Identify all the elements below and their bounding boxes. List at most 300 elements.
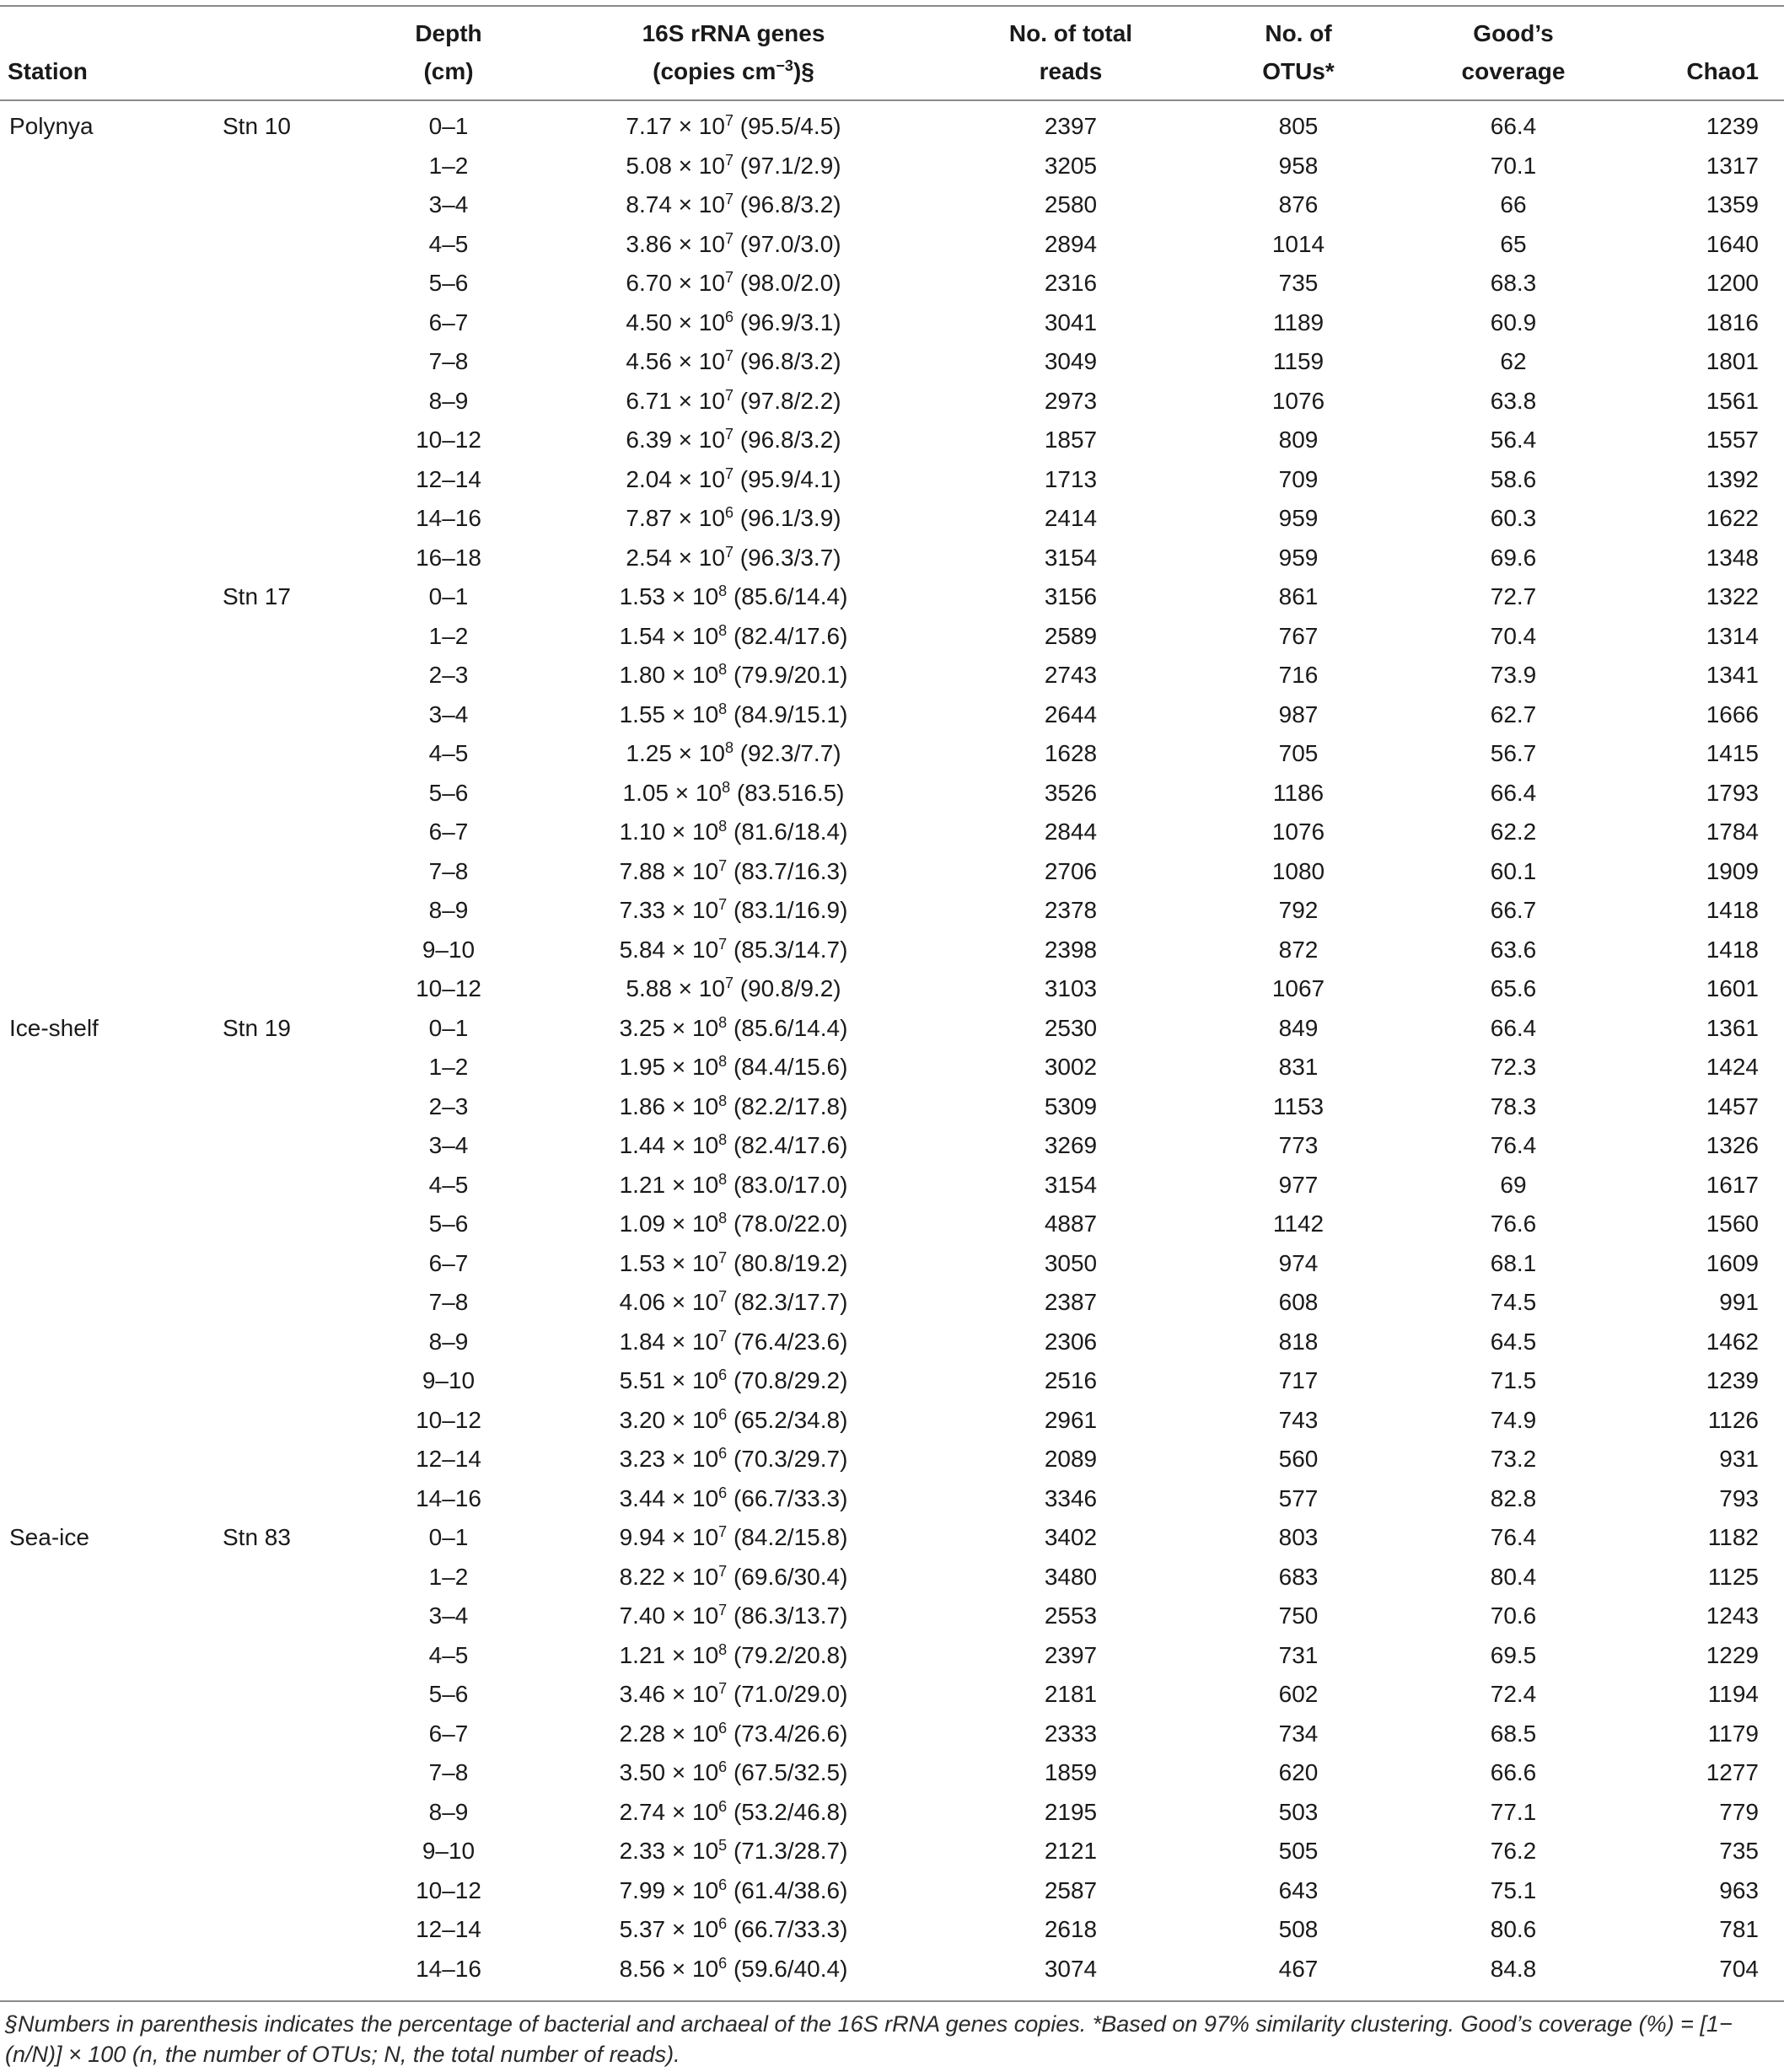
depth-cell: 9–10 bbox=[422, 1838, 476, 1864]
table-row bbox=[0, 931, 1784, 970]
gene-copies-cell: $1.55 \times 10^8$ (84.9/15.1) bbox=[619, 700, 848, 727]
table-row bbox=[0, 1871, 1784, 1911]
gene-copies-cell: $3.23 \times 10^6$ (70.3/29.7) bbox=[619, 1445, 848, 1472]
goods-coverage-cell: 82.8 bbox=[1490, 1484, 1537, 1511]
table-row bbox=[0, 1205, 1784, 1244]
otus-cell: 1159 bbox=[1272, 348, 1325, 374]
table-row bbox=[0, 1832, 1784, 1871]
goods-coverage-cell: 62.2 bbox=[1490, 819, 1537, 845]
top-rule bbox=[0, 5, 1784, 7]
total-reads-cell: 2316 bbox=[1044, 270, 1098, 296]
depth-cell: 10–12 bbox=[416, 1406, 481, 1433]
otus-cell: 1189 bbox=[1272, 309, 1325, 335]
chao1-cell: 1457 bbox=[1706, 1092, 1759, 1119]
chao1-cell: 1557 bbox=[1706, 427, 1759, 453]
goods-coverage-cell: 70.4 bbox=[1490, 622, 1537, 649]
goods-coverage-cell: 65.6 bbox=[1490, 975, 1537, 1001]
otus-cell: 1067 bbox=[1271, 975, 1325, 1001]
table-row bbox=[0, 1126, 1784, 1166]
table-row bbox=[0, 1361, 1784, 1401]
goods-coverage-cell: 63.8 bbox=[1490, 387, 1537, 414]
chao1-cell: 1418 bbox=[1706, 936, 1759, 963]
otus-cell: 767 bbox=[1278, 622, 1319, 649]
table-row bbox=[0, 107, 1784, 147]
gene-copies-cell: $4.50 \times 10^6$ (96.9/3.1) bbox=[626, 308, 841, 335]
total-reads-cell: 3346 bbox=[1044, 1484, 1098, 1511]
otus-cell: 577 bbox=[1278, 1484, 1319, 1511]
chao1-cell: 1561 bbox=[1706, 387, 1759, 414]
otus-cell: 608 bbox=[1278, 1289, 1319, 1315]
header-otus: No. of OTUs* bbox=[1262, 20, 1335, 84]
goods-coverage-cell: 60.1 bbox=[1490, 857, 1537, 884]
goods-coverage-cell: 72.3 bbox=[1490, 1054, 1537, 1080]
goods-coverage-cell: 74.9 bbox=[1490, 1406, 1537, 1433]
chao1-cell: 735 bbox=[1719, 1838, 1759, 1864]
chao1-cell: 963 bbox=[1719, 1876, 1759, 1903]
total-reads-cell: 2398 bbox=[1044, 936, 1098, 963]
depth-cell: 8–9 bbox=[428, 1798, 469, 1825]
goods-coverage-cell: 76.4 bbox=[1490, 1132, 1537, 1158]
station-id-cell: Stn 83 bbox=[223, 1524, 291, 1550]
header-goods-coverage: Good’s coverage bbox=[1461, 20, 1566, 84]
depth-cell: 6–7 bbox=[428, 309, 469, 335]
otus-cell: 849 bbox=[1278, 1014, 1319, 1041]
gene-copies-cell: $1.80 \times 10^8$ (79.9/20.1) bbox=[619, 661, 848, 688]
goods-coverage-cell: 62.7 bbox=[1490, 701, 1537, 727]
table-row bbox=[0, 1950, 1784, 1989]
gene-copies-cell: $3.50 \times 10^6$ (67.5/32.5) bbox=[619, 1758, 848, 1785]
chao1-cell: 1784 bbox=[1706, 819, 1759, 845]
otus-cell: 683 bbox=[1278, 1563, 1319, 1590]
goods-coverage-cell: 72.4 bbox=[1490, 1681, 1537, 1707]
otus-cell: 977 bbox=[1278, 1171, 1319, 1198]
otus-cell: 735 bbox=[1278, 270, 1319, 296]
goods-coverage-cell: 80.6 bbox=[1490, 1916, 1537, 1942]
goods-coverage-cell: 66 bbox=[1500, 191, 1527, 217]
gene-copies-cell: $9.94 \times 10^7$ (84.2/15.8) bbox=[619, 1523, 848, 1550]
bottom-rule bbox=[0, 2000, 1784, 2002]
total-reads-cell: 2333 bbox=[1044, 1720, 1098, 1747]
chao1-cell: 1229 bbox=[1706, 1641, 1759, 1668]
table-row bbox=[0, 969, 1784, 1009]
gene-copies-cell: $5.51 \times 10^6$ (70.8/29.2) bbox=[619, 1366, 848, 1393]
table-row bbox=[0, 1793, 1784, 1833]
goods-coverage-cell: 65 bbox=[1500, 230, 1527, 257]
gene-copies-cell: $1.95 \times 10^8$ (84.4/15.6) bbox=[619, 1053, 848, 1080]
depth-cell: 1–2 bbox=[428, 1054, 469, 1080]
depth-cell: 3–4 bbox=[428, 1602, 469, 1629]
total-reads-cell: 2553 bbox=[1044, 1602, 1098, 1629]
chao1-cell: 1560 bbox=[1706, 1210, 1759, 1237]
chao1-cell: 1617 bbox=[1706, 1171, 1759, 1198]
goods-coverage-cell: 78.3 bbox=[1490, 1092, 1537, 1119]
chao1-cell: 1322 bbox=[1706, 583, 1759, 609]
total-reads-cell: 1713 bbox=[1044, 465, 1098, 492]
goods-coverage-cell: 68.5 bbox=[1490, 1720, 1537, 1747]
table-row bbox=[0, 1283, 1784, 1323]
depth-cell: 6–7 bbox=[428, 1249, 469, 1276]
goods-coverage-cell: 56.4 bbox=[1490, 427, 1537, 453]
gene-copies-cell: $5.84 \times 10^7$ (85.3/14.7) bbox=[619, 935, 848, 963]
goods-coverage-cell: 73.9 bbox=[1490, 662, 1537, 688]
chao1-cell: 1666 bbox=[1706, 701, 1759, 727]
chao1-cell: 1609 bbox=[1706, 1249, 1759, 1276]
depth-cell: 7–8 bbox=[428, 857, 469, 884]
gene-copies-cell: $1.09 \times 10^8$ (78.0/22.0) bbox=[619, 1210, 848, 1237]
depth-cell: 2–3 bbox=[428, 1092, 469, 1119]
depth-cell: 14–16 bbox=[416, 505, 481, 531]
station-id-cell: Stn 19 bbox=[223, 1014, 291, 1041]
depth-cell: 5–6 bbox=[428, 1210, 469, 1237]
depth-cell: 12–14 bbox=[416, 465, 481, 492]
table-row bbox=[0, 1323, 1784, 1362]
table-row bbox=[0, 1166, 1784, 1205]
total-reads-cell: 3269 bbox=[1044, 1132, 1098, 1158]
goods-coverage-cell: 60.3 bbox=[1490, 505, 1537, 531]
goods-coverage-cell: 80.4 bbox=[1490, 1563, 1537, 1590]
gene-copies-cell: $2.74 \times 10^6$ (53.2/46.8) bbox=[619, 1797, 848, 1825]
station-cell: Sea-ice bbox=[9, 1524, 89, 1550]
total-reads-cell: 2397 bbox=[1044, 1641, 1098, 1668]
depth-cell: 0–1 bbox=[428, 1524, 469, 1550]
total-reads-cell: 1628 bbox=[1044, 740, 1098, 766]
gene-copies-cell: $4.56 \times 10^7$ (96.8/3.2) bbox=[626, 347, 841, 374]
total-reads-cell: 2530 bbox=[1044, 1014, 1098, 1041]
otus-cell: 792 bbox=[1278, 897, 1319, 923]
chao1-cell: 1314 bbox=[1706, 622, 1759, 649]
table-row bbox=[0, 225, 1784, 265]
goods-coverage-cell: 76.4 bbox=[1490, 1524, 1537, 1550]
chao1-cell: 781 bbox=[1719, 1916, 1759, 1942]
depth-cell: 10–12 bbox=[416, 427, 481, 453]
otus-cell: 731 bbox=[1278, 1641, 1319, 1668]
otus-cell: 831 bbox=[1278, 1054, 1319, 1080]
gene-copies-cell: $8.74 \times 10^7$ (96.8/3.2) bbox=[626, 191, 841, 217]
depth-cell: 6–7 bbox=[428, 1720, 469, 1747]
chao1-cell: 1326 bbox=[1706, 1132, 1759, 1158]
table-row bbox=[0, 1636, 1784, 1676]
total-reads-cell: 2121 bbox=[1044, 1838, 1098, 1864]
goods-coverage-cell: 64.5 bbox=[1490, 1328, 1537, 1355]
goods-coverage-cell: 66.7 bbox=[1490, 897, 1537, 923]
otus-cell: 809 bbox=[1278, 427, 1319, 453]
depth-cell: 16–18 bbox=[416, 544, 481, 571]
table-row bbox=[0, 577, 1784, 617]
depth-cell: 10–12 bbox=[416, 1876, 481, 1903]
otus-cell: 958 bbox=[1278, 152, 1319, 179]
gene-copies-cell: $8.22 \times 10^7$ (69.6/30.4) bbox=[619, 1562, 848, 1590]
depth-cell: 7–8 bbox=[428, 1759, 469, 1785]
station-cell: Polynya bbox=[9, 113, 94, 139]
depth-cell: 8–9 bbox=[428, 1328, 469, 1355]
total-reads-cell: 2589 bbox=[1044, 622, 1098, 649]
chao1-cell: 779 bbox=[1719, 1798, 1759, 1825]
otus-cell: 805 bbox=[1278, 113, 1319, 139]
otus-cell: 467 bbox=[1278, 1955, 1319, 1982]
table-row bbox=[0, 1910, 1784, 1950]
total-reads-cell: 3402 bbox=[1044, 1524, 1098, 1550]
gene-copies-cell: $1.10 \times 10^8$ (81.6/18.4) bbox=[619, 818, 848, 845]
gene-copies-cell: $1.53 \times 10^7$ (80.8/19.2) bbox=[619, 1248, 848, 1276]
otus-cell: 876 bbox=[1278, 191, 1319, 217]
gene-copies-cell: $1.44 \times 10^8$ (82.4/17.6) bbox=[619, 1131, 848, 1158]
total-reads-cell: 2387 bbox=[1044, 1289, 1098, 1315]
otus-cell: 1014 bbox=[1271, 230, 1325, 257]
depth-cell: 6–7 bbox=[428, 819, 469, 845]
gene-copies-cell: $1.86 \times 10^8$ (82.2/17.8) bbox=[619, 1092, 848, 1119]
chao1-cell: 931 bbox=[1719, 1446, 1759, 1472]
total-reads-cell: 2844 bbox=[1044, 819, 1098, 845]
otus-cell: 1080 bbox=[1271, 857, 1325, 884]
gene-copies-cell: $2.04 \times 10^7$ (95.9/4.1) bbox=[626, 464, 841, 492]
gene-copies-cell: $1.84 \times 10^7$ (76.4/23.6) bbox=[619, 1327, 848, 1355]
gene-copies-cell: $1.53 \times 10^8$ (85.6/14.4) bbox=[619, 582, 848, 609]
total-reads-cell: 4887 bbox=[1044, 1210, 1098, 1237]
otus-cell: 1186 bbox=[1272, 779, 1325, 806]
depth-cell: 9–10 bbox=[422, 1367, 476, 1393]
header-rule bbox=[0, 99, 1784, 101]
gene-copies-cell: $1.25 \times 10^8$ (92.3/7.7) bbox=[626, 739, 841, 766]
total-reads-cell: 2089 bbox=[1044, 1446, 1098, 1472]
goods-coverage-cell: 84.8 bbox=[1490, 1955, 1537, 1982]
depth-cell: 3–4 bbox=[428, 191, 469, 217]
total-reads-cell: 2743 bbox=[1044, 662, 1098, 688]
otus-cell: 1153 bbox=[1272, 1092, 1325, 1119]
otus-cell: 987 bbox=[1278, 701, 1319, 727]
table-row bbox=[0, 382, 1784, 421]
otus-cell: 620 bbox=[1278, 1759, 1319, 1785]
otus-cell: 602 bbox=[1278, 1681, 1319, 1707]
goods-coverage-cell: 56.7 bbox=[1490, 740, 1537, 766]
total-reads-cell: 3154 bbox=[1044, 544, 1098, 571]
otus-cell: 803 bbox=[1278, 1524, 1319, 1550]
goods-coverage-cell: 69.6 bbox=[1490, 544, 1537, 571]
chao1-cell: 1200 bbox=[1706, 270, 1759, 296]
otus-cell: 861 bbox=[1278, 583, 1319, 609]
table-row bbox=[0, 1244, 1784, 1284]
total-reads-cell: 3205 bbox=[1044, 152, 1098, 179]
gene-copies-cell: $7.33 \times 10^7$ (83.1/16.9) bbox=[619, 896, 848, 923]
depth-cell: 1–2 bbox=[428, 152, 469, 179]
table-row bbox=[0, 617, 1784, 657]
otus-cell: 505 bbox=[1278, 1838, 1319, 1864]
chao1-cell: 1359 bbox=[1706, 191, 1759, 217]
depth-cell: 0–1 bbox=[428, 1014, 469, 1041]
gene-copies-cell: $2.28 \times 10^6$ (73.4/26.6) bbox=[619, 1719, 848, 1747]
table-row bbox=[0, 1087, 1784, 1127]
goods-coverage-cell: 62 bbox=[1500, 348, 1527, 374]
depth-cell: 1–2 bbox=[428, 1563, 469, 1590]
table-row bbox=[0, 421, 1784, 460]
gene-copies-cell: $7.17 \times 10^7$ (95.5/4.5) bbox=[626, 112, 841, 139]
total-reads-cell: 2706 bbox=[1044, 857, 1098, 884]
table-row bbox=[0, 185, 1784, 225]
table-row bbox=[0, 264, 1784, 303]
otus-cell: 1142 bbox=[1272, 1210, 1325, 1237]
depth-cell: 4–5 bbox=[428, 230, 469, 257]
table-row bbox=[0, 460, 1784, 500]
gene-copies-cell: $5.37 \times 10^6$ (66.7/33.3) bbox=[619, 1915, 848, 1942]
total-reads-cell: 1857 bbox=[1044, 427, 1098, 453]
station-id-cell: Stn 17 bbox=[223, 583, 291, 609]
gene-copies-cell: $3.86 \times 10^7$ (97.0/3.0) bbox=[626, 229, 841, 257]
otus-cell: 503 bbox=[1278, 1798, 1319, 1825]
chao1-cell: 1640 bbox=[1706, 230, 1759, 257]
total-reads-cell: 3103 bbox=[1044, 975, 1098, 1001]
chao1-cell: 1179 bbox=[1707, 1720, 1759, 1747]
total-reads-cell: 3049 bbox=[1044, 348, 1098, 374]
table-row bbox=[0, 813, 1784, 852]
gene-copies-cell: $2.33 \times 10^5$ (71.3/28.7) bbox=[619, 1837, 848, 1864]
depth-cell: 0–1 bbox=[428, 113, 469, 139]
table-row bbox=[0, 852, 1784, 892]
gene-copies-cell: $6.39 \times 10^7$ (96.8/3.2) bbox=[626, 426, 841, 453]
total-reads-cell: 2414 bbox=[1044, 505, 1098, 531]
table-footnote: §Numbers in parenthesis indicates the percentage of bacterial and archaeal of the 16S rRNA genes copies. *Based on 97% similarity clustering. Good’s coverage (%) = [1−(n/N)] × 100 (n, the number of OTUs; N, the total number of reads). bbox=[5, 2011, 1733, 2067]
total-reads-cell: 3074 bbox=[1044, 1955, 1098, 1982]
table-row bbox=[0, 1401, 1784, 1441]
gene-copies-cell: $2.54 \times 10^7$ (96.3/3.7) bbox=[626, 543, 841, 571]
otus-cell: 872 bbox=[1278, 936, 1319, 963]
header-total-reads: No. of total reads bbox=[1008, 20, 1133, 84]
total-reads-cell: 2894 bbox=[1044, 230, 1098, 257]
goods-coverage-cell: 74.5 bbox=[1490, 1289, 1537, 1315]
chao1-cell: 1126 bbox=[1707, 1406, 1759, 1433]
gene-copies-cell: $7.87 \times 10^6$ (96.1/3.9) bbox=[626, 504, 841, 531]
chao1-cell: 1125 bbox=[1707, 1563, 1759, 1590]
chao1-cell: 1462 bbox=[1706, 1328, 1759, 1355]
table-row bbox=[0, 1440, 1784, 1479]
depth-cell: 4–5 bbox=[428, 1171, 469, 1198]
otus-cell: 959 bbox=[1278, 544, 1319, 571]
chao1-cell: 1341 bbox=[1706, 662, 1759, 688]
depth-cell: 5–6 bbox=[428, 270, 469, 296]
chao1-cell: 1317 bbox=[1706, 152, 1759, 179]
total-reads-cell: 1859 bbox=[1044, 1759, 1098, 1785]
depth-cell: 12–14 bbox=[416, 1916, 481, 1942]
table-row bbox=[0, 1479, 1784, 1519]
gene-copies-cell: $3.20 \times 10^6$ (65.2/34.8) bbox=[619, 1405, 848, 1433]
goods-coverage-cell: 77.1 bbox=[1490, 1798, 1537, 1825]
total-reads-cell: 2644 bbox=[1044, 701, 1098, 727]
table-body bbox=[0, 107, 1784, 1989]
total-reads-cell: 3050 bbox=[1044, 1249, 1098, 1276]
table-row bbox=[0, 1715, 1784, 1754]
depth-cell: 7–8 bbox=[428, 1289, 469, 1315]
otus-cell: 1076 bbox=[1271, 387, 1325, 414]
chao1-cell: 1801 bbox=[1706, 348, 1759, 374]
otus-cell: 750 bbox=[1278, 1602, 1319, 1629]
total-reads-cell: 3526 bbox=[1044, 779, 1098, 806]
chao1-cell: 1277 bbox=[1706, 1759, 1759, 1785]
otus-cell: 717 bbox=[1278, 1367, 1319, 1393]
total-reads-cell: 2397 bbox=[1044, 113, 1098, 139]
chao1-cell: 1239 bbox=[1706, 113, 1759, 139]
total-reads-cell: 2580 bbox=[1044, 191, 1098, 217]
depth-cell: 5–6 bbox=[428, 1681, 469, 1707]
goods-coverage-cell: 66.4 bbox=[1490, 113, 1537, 139]
depth-cell: 4–5 bbox=[428, 1641, 469, 1668]
gene-copies-cell: $7.88 \times 10^7$ (83.7/16.3) bbox=[619, 856, 848, 884]
depth-cell: 7–8 bbox=[428, 348, 469, 374]
goods-coverage-cell: 71.5 bbox=[1490, 1367, 1537, 1393]
depth-cell: 0–1 bbox=[428, 583, 469, 609]
goods-coverage-cell: 76.2 bbox=[1490, 1838, 1537, 1864]
otus-cell: 959 bbox=[1278, 505, 1319, 531]
header-depth: Depth (cm) bbox=[415, 20, 482, 84]
header-gene-copies: 16S rRNA genes (copies $cm^{-3})\S$ bbox=[642, 20, 825, 84]
total-reads-cell: 2973 bbox=[1044, 387, 1098, 414]
goods-coverage-cell: 75.1 bbox=[1490, 1876, 1537, 1903]
gene-copies-cell: $8.56 \times 10^6$ (59.6/40.4) bbox=[619, 1954, 848, 1982]
gene-copies-cell: $4.06 \times 10^7$ (82.3/17.7) bbox=[619, 1288, 848, 1315]
otus-cell: 1076 bbox=[1271, 819, 1325, 845]
table-row bbox=[0, 1048, 1784, 1087]
otus-cell: 716 bbox=[1278, 662, 1319, 688]
table-row bbox=[0, 891, 1784, 931]
table-row bbox=[0, 147, 1784, 186]
gene-copies-cell: $3.44 \times 10^6$ (66.7/33.3) bbox=[619, 1484, 848, 1511]
chao1-cell: 1348 bbox=[1706, 544, 1759, 571]
gene-copies-cell: $6.71 \times 10^7$ (97.8/2.2) bbox=[626, 386, 841, 414]
goods-coverage-cell: 66.4 bbox=[1490, 779, 1537, 806]
depth-cell: 5–6 bbox=[428, 779, 469, 806]
goods-coverage-cell: 70.6 bbox=[1490, 1602, 1537, 1629]
depth-cell: 3–4 bbox=[428, 701, 469, 727]
chao1-cell: 704 bbox=[1719, 1955, 1759, 1982]
chao1-cell: 1182 bbox=[1707, 1524, 1759, 1550]
chao1-cell: 1243 bbox=[1706, 1602, 1759, 1629]
gene-copies-cell: $1.21 \times 10^8$ (79.2/20.8) bbox=[619, 1640, 848, 1668]
gene-copies-cell: $7.40 \times 10^7$ (86.3/13.7) bbox=[619, 1602, 848, 1629]
total-reads-cell: 2961 bbox=[1044, 1406, 1098, 1433]
chao1-cell: 1909 bbox=[1706, 857, 1759, 884]
table-row bbox=[0, 342, 1784, 382]
table-row bbox=[0, 656, 1784, 695]
otus-cell: 560 bbox=[1278, 1446, 1319, 1472]
otus-cell: 705 bbox=[1278, 740, 1319, 766]
goods-coverage-cell: 68.3 bbox=[1490, 270, 1537, 296]
total-reads-cell: 2618 bbox=[1044, 1916, 1098, 1942]
chao1-cell: 1601 bbox=[1706, 975, 1759, 1001]
table-row bbox=[0, 303, 1784, 343]
goods-coverage-cell: 73.2 bbox=[1490, 1446, 1537, 1472]
station-cell: Ice-shelf bbox=[9, 1014, 99, 1041]
goods-coverage-cell: 69 bbox=[1500, 1171, 1527, 1198]
gene-copies-cell: $7.99 \times 10^6$ (61.4/38.6) bbox=[619, 1876, 848, 1903]
chao1-cell: 1194 bbox=[1707, 1681, 1759, 1707]
goods-coverage-cell: 72.7 bbox=[1490, 583, 1537, 609]
depth-cell: 8–9 bbox=[428, 897, 469, 923]
gene-copies-cell: $3.46 \times 10^7$ (71.0/29.0) bbox=[619, 1680, 848, 1707]
otus-cell: 974 bbox=[1278, 1249, 1319, 1276]
header-chao1: Chao1 bbox=[1686, 58, 1759, 84]
chao1-cell: 1415 bbox=[1706, 740, 1759, 766]
gene-copies-cell: $1.21 \times 10^8$ (83.0/17.0) bbox=[619, 1170, 848, 1198]
total-reads-cell: 2181 bbox=[1044, 1681, 1098, 1707]
table-row bbox=[0, 499, 1784, 539]
chao1-cell: 1239 bbox=[1706, 1367, 1759, 1393]
goods-coverage-cell: 68.1 bbox=[1490, 1249, 1537, 1276]
chao1-cell: 1622 bbox=[1706, 505, 1759, 531]
total-reads-cell: 5309 bbox=[1044, 1092, 1098, 1119]
depth-cell: 14–16 bbox=[416, 1955, 481, 1982]
total-reads-cell: 2306 bbox=[1044, 1328, 1098, 1355]
table-row bbox=[0, 1675, 1784, 1715]
total-reads-cell: 2195 bbox=[1044, 1798, 1098, 1825]
table-row bbox=[0, 734, 1784, 774]
goods-coverage-cell: 69.5 bbox=[1490, 1641, 1537, 1668]
